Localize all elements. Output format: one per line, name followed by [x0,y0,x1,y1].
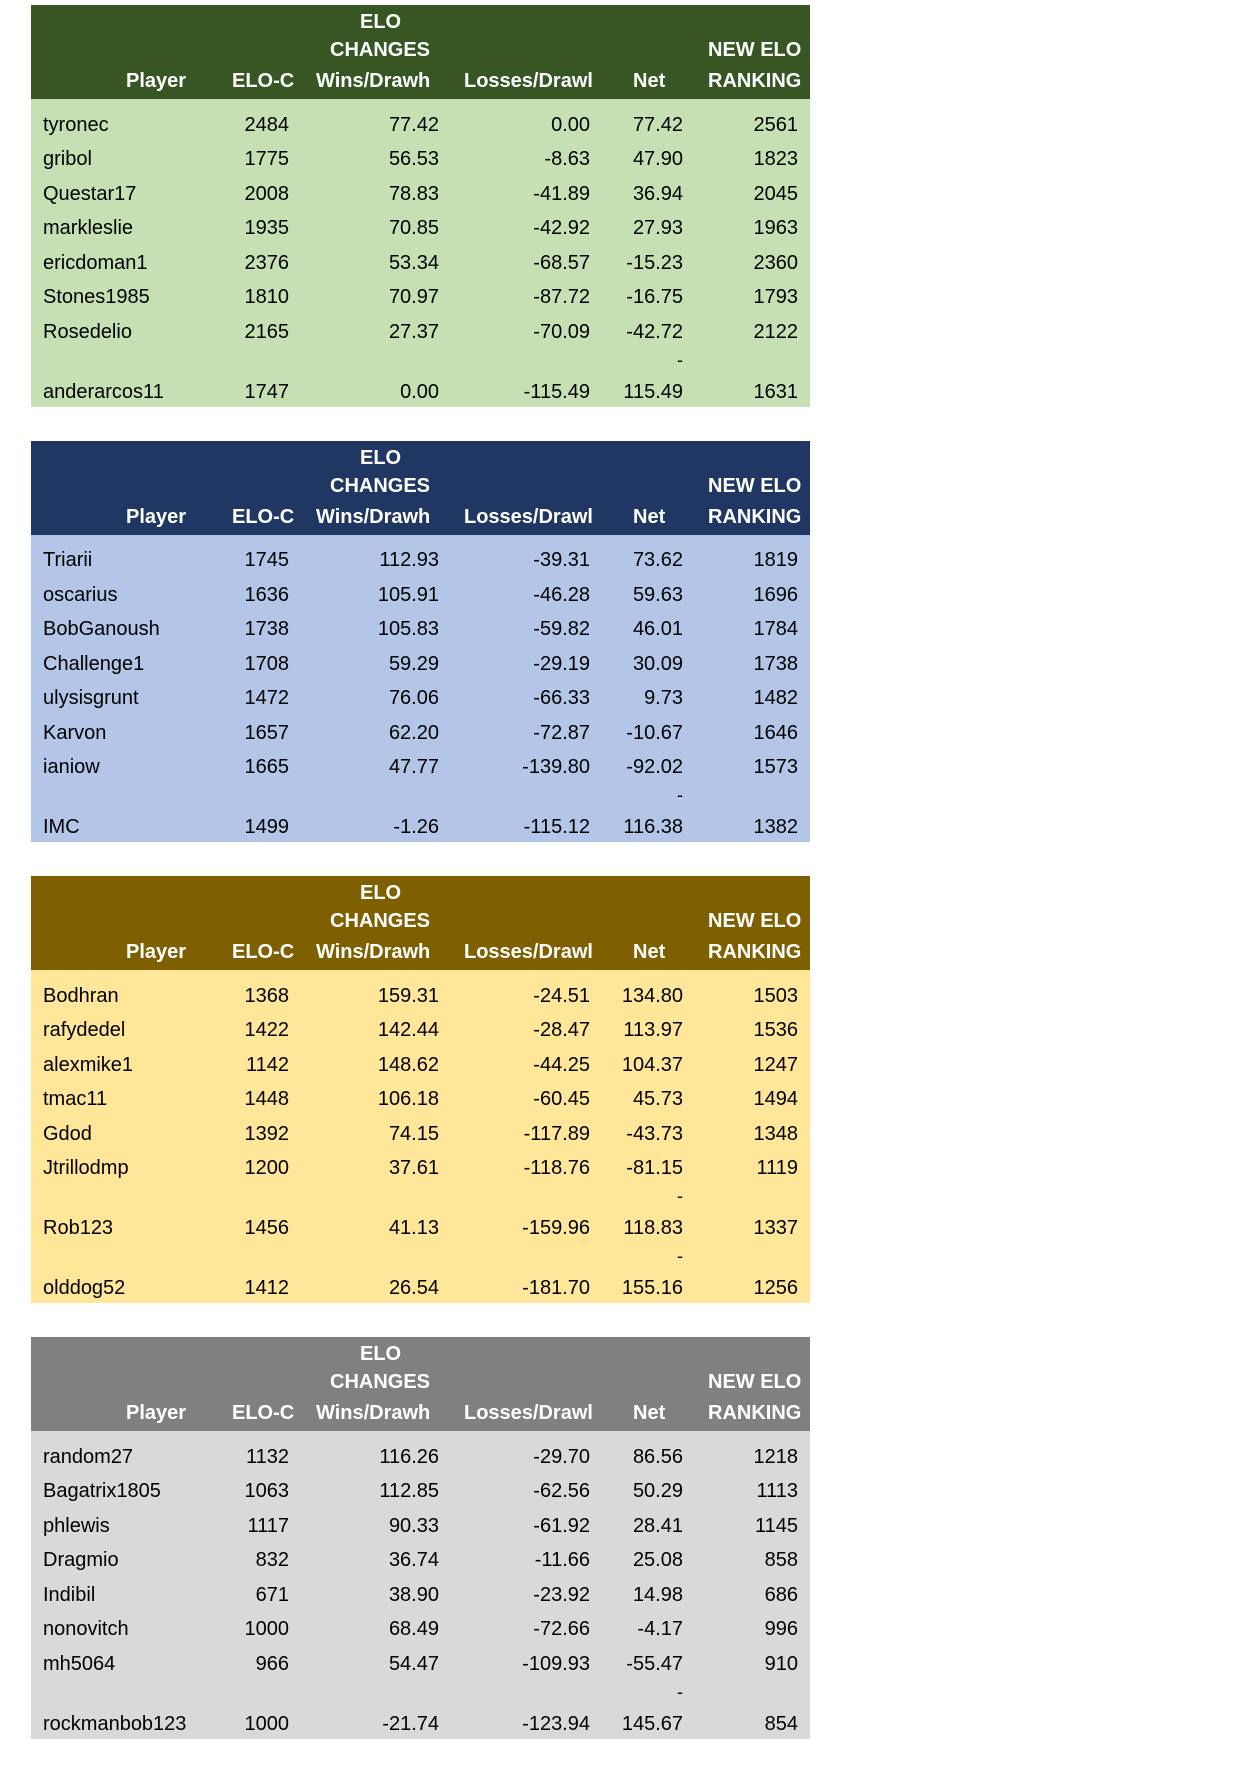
cell-player: tmac11 [43,1088,108,1110]
cell-player: Challenge1 [43,652,145,675]
cell-elo-c: 671 [255,1583,289,1606]
cell-net: 77.42 [632,113,683,136]
cell-net: 50.29 [632,1480,683,1502]
cell-player: rafydedel [43,1019,126,1041]
net-continuation-mark: - [677,1186,683,1206]
cell-elo-c: 1142 [245,1053,289,1076]
table-row [31,1183,810,1243]
header-losses: Losses/Drawl [464,505,593,528]
cell-net: 73.62 [632,549,683,571]
cell-elo-c: 1456 [244,1217,289,1239]
table-row [31,713,810,748]
header-elo-line1: ELO [360,446,402,469]
cell-wins: 27.37 [388,320,439,343]
table-header [31,441,810,535]
cell-elo-c: 2008 [244,182,289,205]
cell-wins: 38.90 [388,1583,439,1606]
cell-new-elo: 1482 [753,687,798,709]
cell-new-elo: 910 [764,1652,798,1675]
cell-wins: 148.62 [377,1053,439,1076]
cell-player: Bodhran [43,984,119,1007]
cell-wins: 74.15 [388,1122,439,1145]
cell-new-elo: 858 [764,1549,798,1571]
elo-table-4 [31,1337,810,1739]
cell-net: 116.38 [623,816,683,838]
header-losses: Losses/Drawl [464,941,593,963]
cell-elo-c: 1063 [244,1480,289,1502]
cell-losses: -87.72 [533,286,590,308]
header-elo-line2: CHANGES [330,910,431,932]
cell-wins: -21.74 [382,1712,439,1735]
table-header [31,876,810,970]
cell-new-elo: 1503 [753,984,798,1007]
cell-player: Stones1985 [43,286,150,308]
table-body [31,1431,810,1739]
cell-player: nonovitch [43,1618,129,1640]
cell-net: 118.83 [623,1217,683,1239]
cell-losses: -118.76 [523,1157,590,1179]
cell-player: IMC [43,816,80,838]
cell-player: Triarii [43,549,93,571]
cell-wins: 41.13 [388,1217,439,1239]
header-elo-line1: ELO [360,882,402,904]
header-new-line2: RANKING [708,505,802,528]
cell-new-elo: 1696 [753,583,798,606]
cell-new-elo: 1536 [753,1019,798,1041]
header-losses: Losses/Drawl [464,70,593,92]
cell-player: Gdod [43,1122,92,1145]
cell-elo-c: 1665 [244,756,289,778]
cell-losses: -8.63 [544,148,590,170]
table-body [31,99,810,407]
cell-elo-c: 1117 [247,1514,289,1537]
cell-elo-c: 1368 [244,984,289,1007]
net-continuation-mark: - [677,349,683,370]
cell-net: 86.56 [632,1445,683,1468]
cell-player: tyronec [43,113,109,136]
table-row [31,1080,810,1115]
header-new-line1: NEW ELO [708,39,802,61]
elo-table-2 [31,441,810,843]
cell-new-elo: 1819 [753,549,798,571]
header-player: Player [126,70,187,92]
cell-elo-c: 1422 [244,1019,289,1041]
cell-losses: -11.66 [534,1549,590,1571]
cell-player: Bagatrix1805 [43,1480,161,1502]
cell-player: ericdoman1 [43,251,148,274]
cell-losses: -68.57 [533,251,590,274]
table-row [31,644,810,679]
cell-player: Dragmio [43,1549,119,1571]
net-continuation-mark: - [677,1246,683,1266]
cell-wins: 36.74 [388,1549,439,1571]
cell-new-elo: 1247 [753,1053,798,1076]
table-row [31,174,810,209]
cell-player: Jtrillodmp [43,1157,129,1179]
cell-wins: 112.85 [379,1480,439,1502]
header-elo-c: ELO-C [232,1402,295,1424]
cell-elo-c: 2165 [244,320,289,343]
cell-elo-c: 1745 [244,549,289,571]
cell-wins: 62.20 [388,721,439,744]
cell-wins: -1.26 [393,816,439,838]
cell-player: Karvon [43,721,107,744]
cell-net: 47.90 [632,148,683,170]
cell-net: -10.67 [626,721,683,744]
cell-losses: -159.96 [522,1217,590,1239]
cell-new-elo: 854 [764,1712,798,1735]
cell-new-elo: 1337 [753,1217,798,1239]
cell-losses: -117.89 [523,1122,590,1145]
cell-net: 155.16 [621,1277,683,1299]
header-elo-c: ELO-C [232,70,295,92]
cell-new-elo: 1963 [753,217,798,239]
cell-player: oscarius [43,583,118,606]
cell-losses: 0.00 [551,113,590,136]
cell-elo-c: 1657 [244,721,289,744]
cell-wins: 54.47 [388,1652,439,1675]
cell-new-elo: 1113 [756,1480,798,1502]
table-body [31,535,810,843]
header-elo-c: ELO-C [232,941,295,963]
cell-losses: -72.66 [533,1618,590,1640]
cell-player: Rosedelio [43,320,132,343]
cell-net: 46.01 [632,618,683,640]
elo-tables [31,5,810,1773]
table-row [31,1610,810,1645]
header-elo-c: ELO-C [232,505,295,528]
cell-wins: 159.31 [377,984,439,1007]
cell-wins: 112.93 [379,549,439,571]
cell-net: -42.72 [626,320,683,343]
cell-losses: -46.28 [533,583,590,606]
header-elo-line2: CHANGES [330,1371,431,1393]
cell-wins: 26.54 [388,1277,439,1299]
table-row [31,347,810,407]
cell-elo-c: 1472 [244,687,289,709]
cell-losses: -60.45 [533,1088,590,1110]
table-row [31,1644,810,1679]
cell-losses: -123.94 [522,1712,590,1735]
header-elo-line1: ELO [360,1343,402,1365]
cell-player: gribol [43,148,92,170]
cell-wins: 70.97 [388,286,439,308]
header-net: Net [633,1402,666,1424]
cell-player: Questar17 [43,182,137,205]
cell-elo-c: 1747 [244,380,289,403]
cell-new-elo: 1119 [756,1157,798,1179]
cell-losses: -62.56 [533,1480,590,1502]
header-elo-line2: CHANGES [330,39,431,61]
cell-net: -43.73 [626,1122,683,1145]
header-new-line1: NEW ELO [708,910,802,932]
table-row [31,575,810,610]
table-row [31,1149,810,1184]
cell-wins: 47.77 [388,756,439,778]
header-elo-line2: CHANGES [330,474,431,497]
cell-player: olddog52 [43,1277,126,1299]
header-wins: Wins/Drawh [316,505,431,528]
cell-net: 9.73 [644,687,683,709]
cell-player: ulysisgrunt [43,687,139,709]
cell-losses: -28.47 [533,1019,590,1041]
cell-net: 14.98 [632,1583,683,1606]
header-losses: Losses/Drawl [464,1402,593,1424]
cell-elo-c: 1499 [244,816,289,838]
cell-new-elo: 996 [764,1618,798,1640]
cell-player: ianiow [43,756,100,778]
cell-new-elo: 1348 [753,1122,798,1145]
cell-new-elo: 1494 [753,1088,798,1110]
cell-losses: -72.87 [533,721,590,744]
table-row [31,140,810,175]
cell-losses: -23.92 [533,1583,590,1606]
cell-losses: -42.92 [533,217,590,239]
cell-new-elo: 2122 [753,320,798,343]
cell-player: markleslie [43,217,134,239]
cell-net: 25.08 [632,1549,683,1571]
table-row [31,1541,810,1576]
cell-wins: 76.06 [388,687,439,709]
cell-elo-c: 1000 [244,1618,289,1640]
cell-losses: -109.93 [522,1652,590,1675]
cell-elo-c: 2376 [244,251,289,274]
cell-player: Rob123 [43,1217,114,1239]
cell-player: anderarcos11 [43,380,164,403]
cell-net: -55.47 [626,1652,683,1675]
cell-new-elo: 2045 [753,182,798,205]
cell-losses: -115.12 [523,816,590,838]
cell-net: -4.17 [637,1618,683,1640]
table-row [31,541,810,576]
cell-player: Indibil [43,1583,96,1606]
cell-losses: -44.25 [533,1053,590,1076]
table-row [31,1575,810,1610]
table-row [31,1011,810,1046]
cell-net: -16.75 [626,286,683,308]
cell-losses: -29.70 [533,1445,590,1468]
table-header [31,5,810,99]
header-new-line2: RANKING [708,1402,802,1424]
cell-elo-c: 1775 [244,148,289,170]
cell-wins: 116.26 [379,1445,439,1468]
cell-elo-c: 2484 [244,113,289,136]
cell-new-elo: 1631 [753,380,798,403]
cell-wins: 105.91 [377,583,439,606]
cell-new-elo: 1256 [753,1277,798,1299]
cell-net: 59.63 [632,583,683,606]
cell-wins: 68.49 [388,1618,439,1640]
cell-player: random27 [43,1445,134,1468]
table-row [31,610,810,645]
header-player: Player [126,941,187,963]
cell-wins: 78.83 [388,182,439,205]
cell-new-elo: 2360 [753,251,798,274]
table-row [31,1506,810,1541]
elo-table-1 [31,5,810,407]
cell-new-elo: 1784 [753,618,798,640]
cell-wins: 70.85 [388,217,439,239]
cell-wins: 90.33 [388,1514,439,1537]
table-row [31,312,810,347]
cell-net: 27.93 [632,217,683,239]
cell-elo-c: 1708 [244,652,289,675]
table-row [31,1472,810,1507]
header-net: Net [633,505,666,528]
cell-losses: -70.09 [533,320,590,343]
cell-net: -92.02 [626,756,683,778]
table-row [31,1243,810,1303]
elo-table-3 [31,876,810,1303]
cell-player: rockmanbob123 [43,1712,187,1735]
cell-net: 134.80 [621,984,683,1007]
cell-losses: -39.31 [533,549,590,571]
cell-wins: 37.61 [388,1157,439,1179]
table-header [31,1337,810,1431]
table-row [31,976,810,1011]
cell-new-elo: 1823 [753,148,798,170]
cell-new-elo: 1218 [753,1445,798,1468]
cell-losses: -29.19 [533,652,590,675]
cell-elo-c: 966 [255,1652,289,1675]
table-row [31,782,810,842]
cell-new-elo: 1145 [754,1514,798,1537]
cell-player: mh5064 [43,1652,116,1675]
cell-wins: 56.53 [388,148,439,170]
cell-new-elo: 1738 [753,652,798,675]
table-row [31,278,810,313]
cell-wins: 105.83 [377,618,439,640]
header-player: Player [126,1402,187,1424]
cell-wins: 77.42 [388,113,439,136]
cell-wins: 0.00 [400,380,439,403]
cell-elo-c: 1810 [244,286,289,308]
net-continuation-mark: - [677,785,683,805]
cell-new-elo: 1382 [753,816,798,838]
cell-elo-c: 832 [255,1549,289,1571]
table-row [31,1114,810,1149]
cell-elo-c: 1636 [244,583,289,606]
cell-elo-c: 1448 [244,1088,289,1110]
cell-elo-c: 1200 [244,1157,289,1179]
cell-new-elo: 1793 [753,286,798,308]
cell-wins: 106.18 [377,1088,439,1110]
header-wins: Wins/Drawh [316,941,431,963]
header-net: Net [633,941,666,963]
table-row [31,679,810,714]
cell-net: 113.97 [623,1019,683,1041]
table-body [31,970,810,1303]
cell-wins: 142.44 [377,1019,439,1041]
cell-elo-c: 1412 [244,1277,289,1299]
cell-losses: -115.49 [523,380,590,403]
table-row [31,1437,810,1472]
cell-losses: -181.70 [522,1277,590,1299]
net-continuation-mark: - [677,1681,683,1702]
cell-net: 115.49 [623,380,683,403]
cell-new-elo: 2561 [753,113,798,136]
cell-player: BobGanoush [43,618,160,640]
table-row [31,209,810,244]
cell-net: 104.37 [621,1053,683,1076]
table-row [31,243,810,278]
cell-new-elo: 686 [764,1583,798,1606]
cell-wins: 53.34 [388,251,439,274]
cell-player: phlewis [43,1514,110,1537]
cell-elo-c: 1132 [245,1445,289,1468]
cell-net: 45.73 [632,1088,683,1110]
cell-losses: -139.80 [522,756,590,778]
cell-new-elo: 1573 [753,756,798,778]
cell-losses: -41.89 [533,182,590,205]
cell-net: 28.41 [632,1514,683,1537]
header-new-line2: RANKING [708,70,802,92]
cell-net: -15.23 [626,251,683,274]
header-player: Player [126,505,187,528]
cell-wins: 59.29 [388,652,439,675]
cell-net: -81.15 [626,1157,683,1179]
cell-elo-c: 1935 [244,217,289,239]
cell-losses: -24.51 [533,984,590,1007]
header-net: Net [633,70,666,92]
table-row [31,748,810,783]
header-new-line1: NEW ELO [708,474,802,497]
header-elo-line1: ELO [360,11,402,33]
table-row [31,105,810,140]
header-wins: Wins/Drawh [316,70,431,92]
header-new-line2: RANKING [708,941,802,963]
cell-losses: -61.92 [533,1514,590,1537]
cell-elo-c: 1000 [244,1712,289,1735]
header-wins: Wins/Drawh [316,1402,431,1424]
cell-net: 30.09 [632,652,683,675]
cell-elo-c: 1392 [244,1122,289,1145]
header-new-line1: NEW ELO [708,1371,802,1393]
cell-player: alexmike1 [43,1053,134,1076]
cell-losses: -59.82 [533,618,590,640]
cell-new-elo: 1646 [753,721,798,744]
cell-net: 145.67 [621,1712,683,1735]
cell-net: 36.94 [632,182,683,205]
cell-elo-c: 1738 [244,618,289,640]
table-row [31,1045,810,1080]
table-row [31,1679,810,1739]
cell-losses: -66.33 [533,687,590,709]
